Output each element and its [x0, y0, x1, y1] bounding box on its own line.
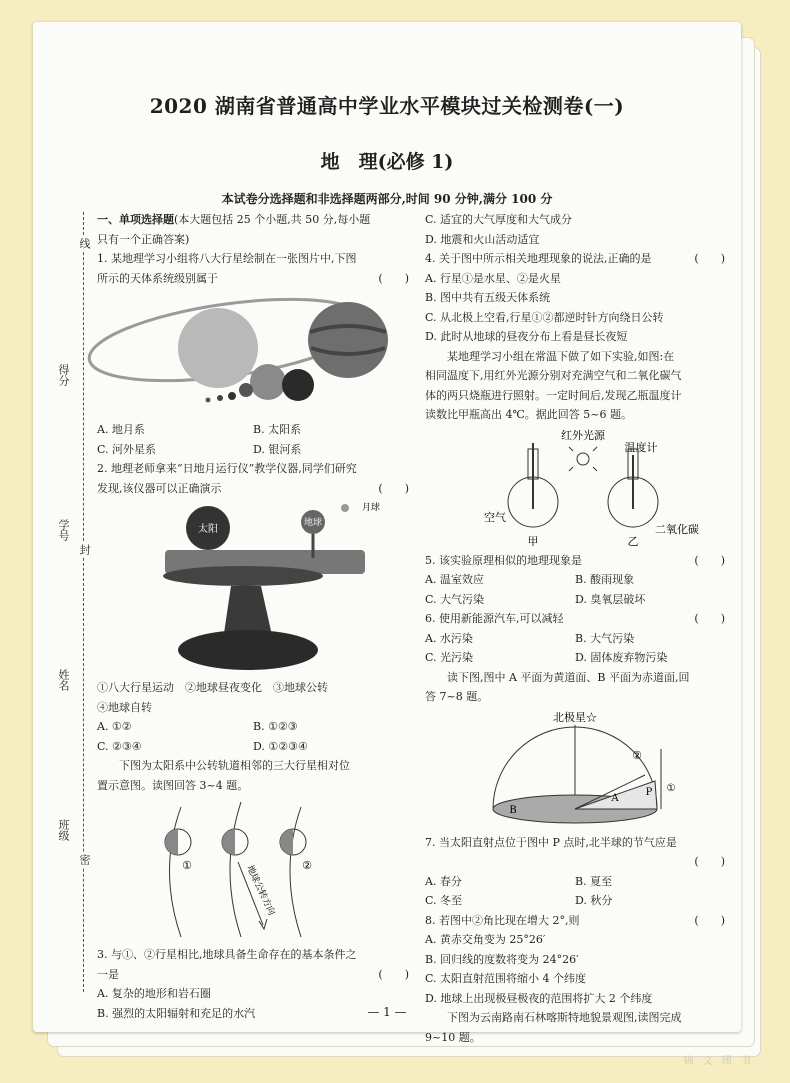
- air-label: 空气: [484, 510, 506, 524]
- q8-option-d: D. 地球上出现极昼极夜的范围将扩大 2 个纬度: [425, 991, 653, 1005]
- q3-option-b: B. 强烈的太阳辐射和充足的水汽: [97, 1006, 256, 1020]
- q2-option-d: D. ①②③④: [253, 739, 308, 753]
- q56-intro: 某地理学习小组在常温下做了如下实验,如图:在: [447, 349, 675, 363]
- co2-label: 二氧化碳: [655, 522, 699, 536]
- q2-option-c: C. ②③④: [97, 739, 142, 753]
- plane-b-label: B: [509, 804, 517, 816]
- q1-stem: 1. 某地理学习小组将八大行星绘制在一张图片中,下图: [97, 252, 357, 265]
- exam-page: [33, 22, 741, 1044]
- q3-option-c: C. 适宜的大气厚度和大气成分: [425, 213, 573, 226]
- q2-option-a: A. ①②: [97, 720, 132, 733]
- q78-intro-2: 答 7~8 题。: [425, 690, 489, 703]
- margin-secret-label: 密: [78, 854, 91, 865]
- q6-stem: 6. 使用新能源汽车,可以减轻: [425, 612, 564, 625]
- q8-option-c: C. 太阳直射范围将缩小 4 个纬度: [425, 972, 587, 985]
- q56-intro-4: 读数比甲瓶高出 4℃。据此回答 5~6 题。: [425, 408, 633, 421]
- q5-stem: 5. 该实验原理相似的地理现象是: [425, 553, 582, 567]
- q8-option-b: B. 回归线的度数将变为 24°26′: [425, 952, 579, 966]
- q6-option-c: C. 光污染: [425, 651, 474, 664]
- answer-paren: ( ): [378, 481, 409, 495]
- point-p-label: P: [645, 786, 653, 798]
- page-number: — 1 —: [367, 1005, 407, 1019]
- q2-statements: ①八大行星运动 ②地球昼夜变化 ③地球公转: [97, 681, 328, 694]
- answer-paren: ( ): [378, 967, 409, 981]
- q2-statements-2: ④地球自转: [97, 700, 152, 714]
- q1-option-d: D. 银河系: [253, 442, 302, 456]
- q7-stem: 7. 当太阳直射点位于图中 P 点时,北半球的节气应是: [425, 835, 677, 849]
- orrery-moon-label: 月球: [361, 502, 381, 512]
- planets-figure: [108, 290, 398, 418]
- orrery-earth-label: 地球: [303, 517, 323, 527]
- polaris-label: 北极星☆: [553, 710, 597, 724]
- margin-seal-label: 封: [78, 544, 91, 555]
- angle-2-label: ②: [632, 748, 642, 762]
- answer-paren: ( ): [694, 855, 725, 868]
- q7-option-a: A. 春分: [425, 874, 462, 888]
- q3-option-a: A. 复杂的地形和岩石圈: [97, 987, 211, 1000]
- q6-option-d: D. 固体废弃物污染: [575, 651, 668, 664]
- orbit-planet-1: ①: [182, 859, 192, 872]
- q1-option-b: B. 太阳系: [253, 423, 302, 436]
- planet-orbits-figure: [153, 797, 353, 943]
- q1-option-c: C. 河外星系: [97, 442, 157, 456]
- plane-a-label: A: [611, 792, 619, 804]
- q8-option-a: A. 黄赤交角变为 25°26′: [425, 933, 546, 946]
- flask-yi-label: 乙: [627, 534, 639, 548]
- section-title: 一、单项选择题: [97, 213, 174, 226]
- q4-option-a: A. 行星①是水星、②是火星: [425, 271, 561, 285]
- ecliptic-figure: [465, 709, 685, 831]
- q3-stem-2: 一是: [97, 967, 119, 981]
- q5-option-a: A. 温室效应: [425, 573, 484, 586]
- q4-option-c: C. 从北极上空看,行星①②都逆时针方向绕日公转: [425, 310, 664, 324]
- thermometer-label: 温度计: [624, 440, 658, 454]
- q910-intro: 下图为云南路南石林喀斯特地貌景观图,读图完成: [447, 1011, 682, 1024]
- margin-student-no-label: 学号: [57, 519, 70, 541]
- q34-intro-2: 置示意图。读图回答 3~4 题。: [97, 778, 249, 792]
- section-desc-2: 只有一个正确答案): [97, 232, 190, 246]
- binding-margin: [47, 212, 91, 992]
- watermark: 锦 文 图 书: [683, 1056, 754, 1067]
- flask-jia-label: 甲: [527, 534, 539, 548]
- margin-line-label: 线: [78, 238, 91, 249]
- q7-option-d: D. 秋分: [575, 894, 613, 907]
- answer-paren: ( ): [694, 553, 725, 567]
- q3-stem: 3. 与①、②行星相比,地球具备生命存在的基本条件之: [97, 948, 357, 961]
- binding-dashed-line: [83, 212, 84, 992]
- margin-name-label: 姓名: [57, 669, 70, 691]
- page-title: 2020 湖南省普通高中学业水平模块过关检测卷(一): [149, 94, 625, 118]
- orbit-arrow-label: 地球公转方向: [244, 864, 277, 918]
- orbit-planet-2: ②: [302, 859, 312, 872]
- q56-intro-2: 相同温度下,用红外光源分别对充满空气和二氧化碳气: [425, 369, 682, 382]
- q8-stem: 8. 若图中②角比现在增大 2°,则: [425, 913, 580, 927]
- q6-option-a: A. 水污染: [425, 631, 473, 645]
- left-column: [97, 210, 409, 1023]
- section-desc: (本大题包括 25 个小题,共 50 分,每小题: [174, 213, 371, 226]
- margin-score-label: 得分: [57, 364, 70, 386]
- page-subtitle: 地 理(必修 1): [320, 151, 454, 173]
- answer-paren: ( ): [378, 271, 409, 285]
- q910-intro-2: 9~10 题。: [425, 1030, 481, 1044]
- q4-stem: 4. 关于图中所示相关地理现象的说法,正确的是: [425, 252, 652, 265]
- answer-paren: ( ): [694, 612, 725, 625]
- q2-stem: 2. 地理老师拿来“日地月运行仪”教学仪器,同学们研究: [97, 462, 357, 475]
- q1-stem-2: 所示的天体系统级别属于: [97, 271, 218, 285]
- answer-paren: ( ): [694, 252, 725, 265]
- q1-option-a: A. 地月系: [97, 423, 145, 436]
- q7-option-b: B. 夏至: [575, 874, 613, 888]
- infrared-source-label: 红外光源: [561, 428, 605, 442]
- q5-option-c: C. 大气污染: [425, 592, 485, 606]
- q5-option-b: B. 酸雨现象: [575, 573, 635, 586]
- q5-option-d: D. 臭氧层破坏: [575, 592, 646, 606]
- q7-option-c: C. 冬至: [425, 894, 463, 907]
- q34-intro: 下图为太阳系中公转轨道相邻的三大行星相对位: [119, 759, 350, 772]
- orrery-sun-label: 太阳: [198, 524, 218, 535]
- q4-option-d: D. 此时从地球的昼夜分布上看是昼长夜短: [425, 330, 628, 343]
- q6-option-b: B. 大气污染: [575, 631, 635, 645]
- q3-option-d: D. 地震和火山活动适宜: [425, 232, 540, 246]
- right-column: [425, 210, 725, 1047]
- exam-note: 本试卷分选择题和非选择题两部分,时间 90 分钟,满分 100 分: [221, 192, 553, 206]
- q2-option-b: B. ①②③: [253, 720, 298, 733]
- q56-intro-3: 体的两只烧瓶进行照射。一定时间后,发现乙瓶温度计: [425, 388, 682, 402]
- q78-intro: 读下图,图中 A 平面为黄道面、B 平面为赤道面,回: [447, 670, 690, 684]
- q4-option-b: B. 图中共有五级天体系统: [425, 291, 551, 304]
- flask-experiment-figure: [455, 427, 699, 549]
- q2-stem-2: 发现,该仪器可以正确演示: [97, 481, 222, 495]
- angle-1-label: ①: [666, 782, 676, 794]
- answer-paren: ( ): [694, 913, 725, 927]
- margin-class-label: 班级: [57, 819, 70, 841]
- orrery-figure: [113, 500, 393, 676]
